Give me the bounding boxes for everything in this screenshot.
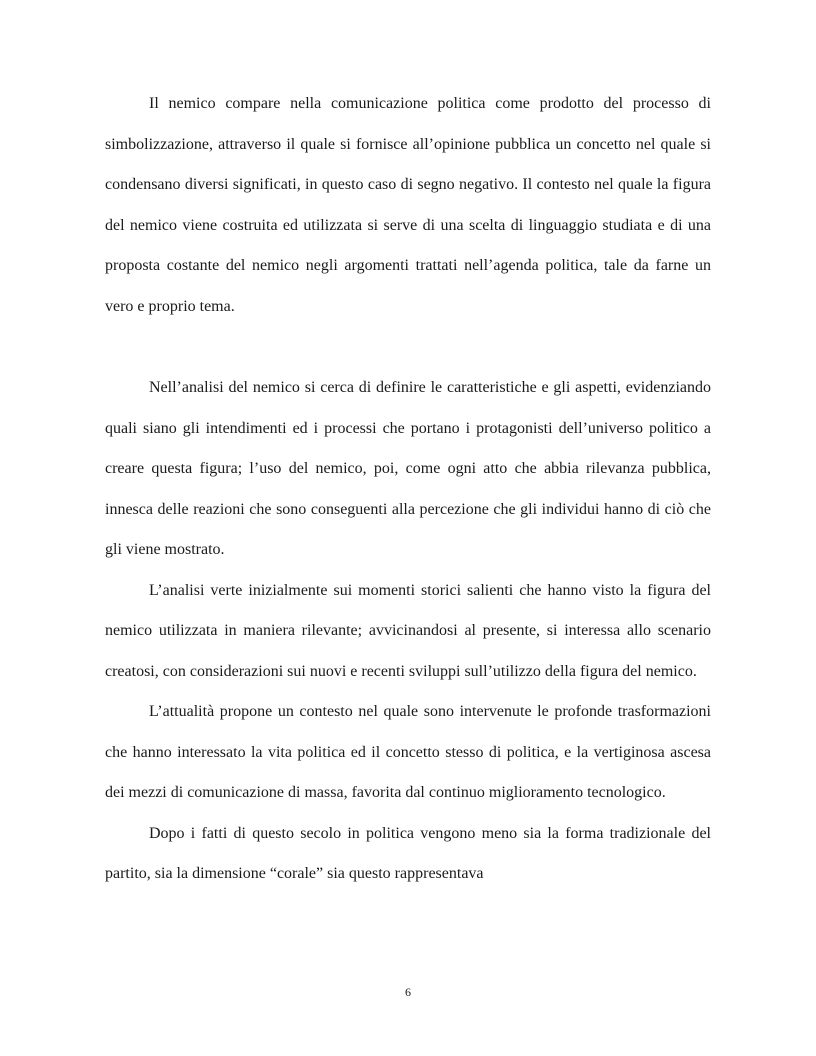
paragraph-1: Il nemico compare nella comunicazione politica come prodotto del processo di simbolizzazione, attraverso il quale si fornisce all’opinione pubblica un concetto nel quale si condensano diversi significati, in questo caso di segno negativo. Il contesto nel quale la figura del nemico viene costruita ed utilizzata si serve di una scelta di linguaggio studiata e di una proposta costante del nemico negli argomenti trattati nell’agenda politica, tale da farne un vero e proprio tema. — [105, 95, 711, 315]
page-number: 6 — [405, 985, 411, 999]
paragraph-3: L’analisi verte inizialmente sui momenti storici salienti che hanno visto la figura del nemico utilizzata in maniera rilevante; avvicinandosi al presente, si interessa allo scenario creatosi, con considerazioni sui nuovi e recenti sviluppi sull’utilizzo della figura del nemico. — [105, 581, 711, 680]
paragraph-2: Nell’analisi del nemico si cerca di definire le caratteristiche e gli aspetti, evidenziando quali siano gli intendimenti ed i processi che portano i protagonisti dell’universo politico a creare questa figura; l’uso del nemico, poi, come ogni atto che abbia rilevanza pubblica, innesca delle reazioni che sono conseguenti alla percezione che gli individui hanno di ciò che gli viene mostrato. — [105, 379, 711, 558]
paragraph-5: Dopo i fatti di questo secolo in politica vengono meno sia la forma tradizionale del partito, sia la dimensione “corale” sia questo rappresentava — [105, 824, 711, 882]
body-text — [105, 84, 711, 895]
paragraph-4: L’attualità propone un contesto nel quale sono intervenute le profonde trasformazioni che hanno interessato la vita politica ed il concetto stesso di politica, e la vertiginosa ascesa dei mezzi di comunicazione di massa, favorita dal continuo miglioramento tecnologico. — [105, 703, 711, 801]
